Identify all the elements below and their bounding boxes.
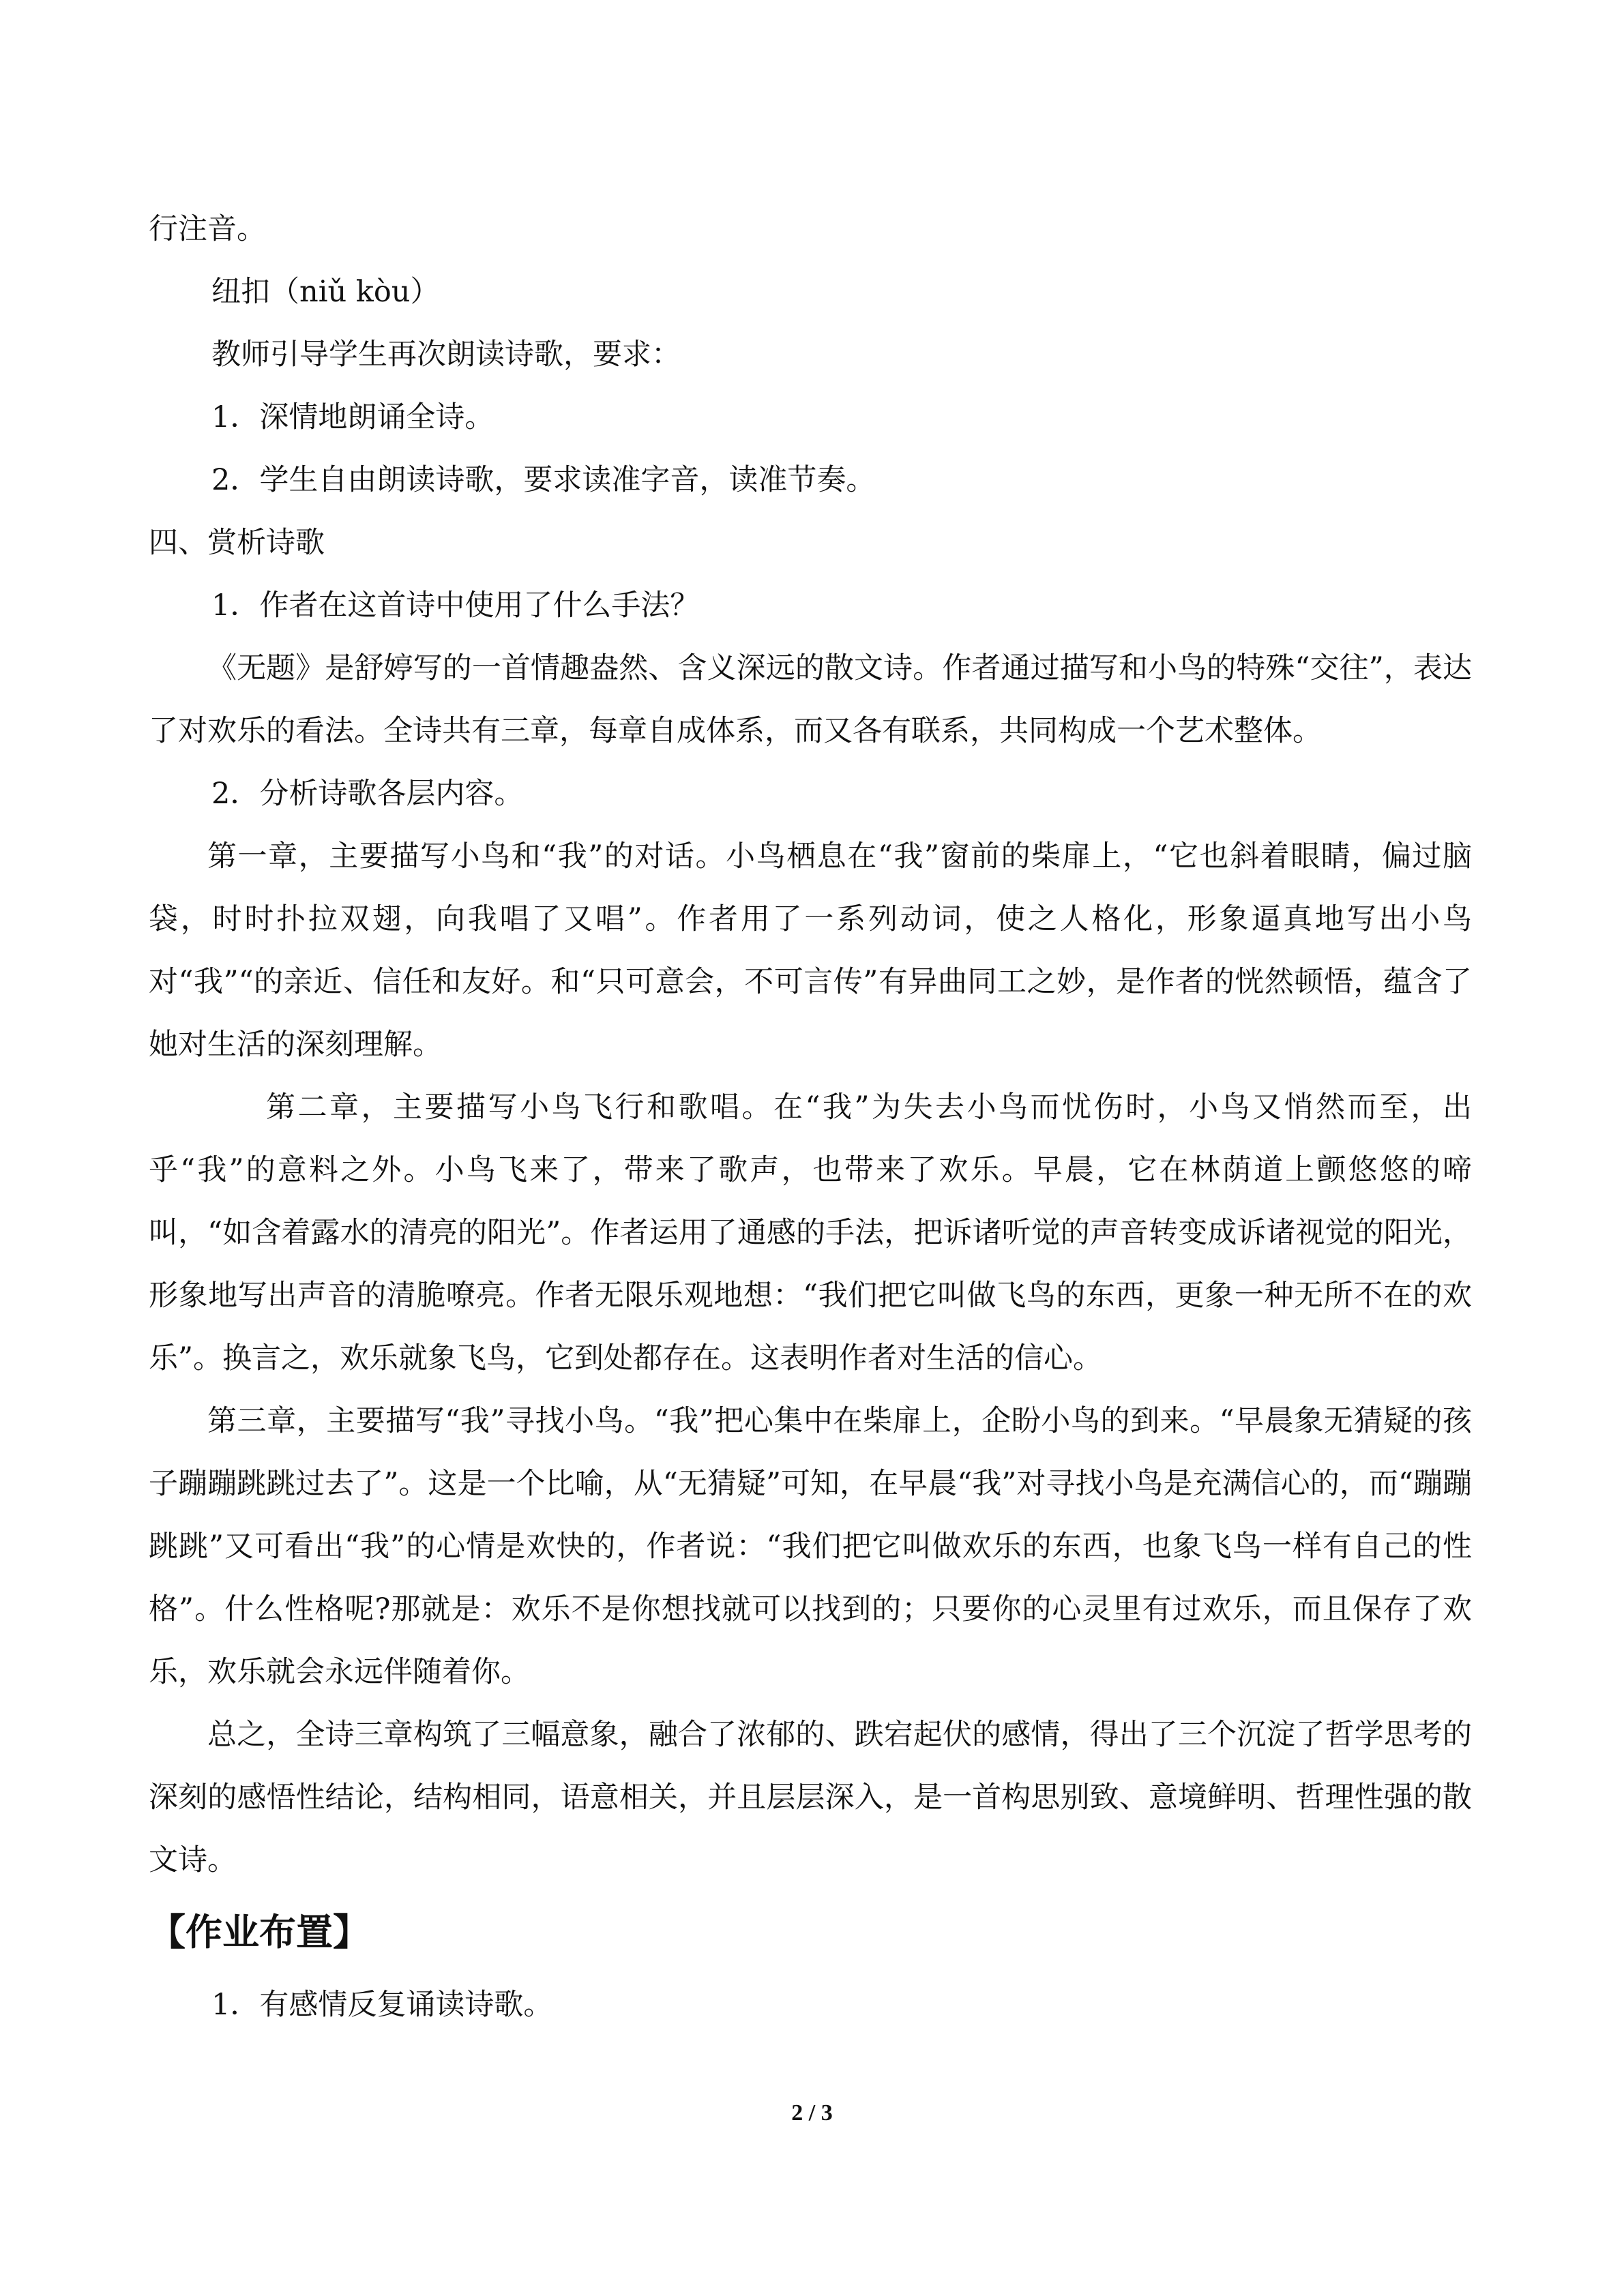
homework-item-1: 1．有感情反复诵读诗歌。	[211, 1988, 553, 2022]
paragraph-chapter-2: 第二章，主要描写小鸟飞行和歌唱。在“我”为失去小鸟而忧伤时，小鸟又悄然而至，出乎“我”的意料之外。小鸟飞来了，带来了歌声，也带来了欢乐。早晨，它在林荫道上颤悠悠的啼叫，“如含着露水的清亮的阳光”。作者运用了通感的手法，把诉诸听觉的声音转变成诉诸视觉的阳光，形象地写出声音的清脆嘹亮。作者无限乐观地想：“我们把它叫做飞鸟的东西，更象一种无所不在的欢乐”。换言之，欢乐就象飞鸟，它到处都存在。这表明作者对生活的信心。	[149, 1090, 1472, 1375]
question-2: 2．分析诗歌各层内容。	[211, 777, 524, 811]
text-line-continuation: 行注音。	[149, 212, 266, 246]
text-line-pinyin: 纽扣（niǔ kòu）	[211, 275, 440, 309]
paragraph-summary: 总之，全诗三章构筑了三幅意象，融合了浓郁的、跌宕起伏的感情，得出了三个沉淀了哲学思考的深刻的感悟性结论，结构相同，语意相关，并且层层深入，是一首构思别致、意境鲜明、哲理性强的散文诗。	[149, 1718, 1472, 1877]
paragraph-chapter-1: 第一章，主要描写小鸟和“我”的对话。小鸟栖息在“我”窗前的柴扉上，“它也斜着眼睛，偏过脑袋，时时扑拉双翅，向我唱了又唱”。作者用了一系列动词，使之人格化，形象逼真地写出小鸟对“我”“的亲近、信任和友好。和“只可意会，不可言传”有异曲同工之妙，是作者的恍然顿悟，蕴含了她对生活的深刻理解。	[149, 839, 1472, 1062]
page-body	[149, 198, 1472, 2036]
question-1: 1．作者在这首诗中使用了什么手法？	[211, 588, 700, 623]
section-heading-appreciate: 四、赏析诗歌	[149, 526, 325, 560]
page-number: 2 / 3	[791, 2100, 833, 2126]
homework-heading: 【作业布置】	[149, 1911, 370, 1954]
text-line-instruction: 教师引导学生再次朗读诗歌，要求：	[211, 338, 681, 372]
list-item-2: 2．学生自由朗读诗歌，要求读准字音，读准节奏。	[211, 463, 876, 497]
paragraph-chapter-3: 第三章，主要描写“我”寻找小鸟。“我”把心集中在柴扉上，企盼小鸟的到来。“早晨象无猜疑的孩子蹦蹦跳跳过去了”。这是一个比喻，从“无猜疑”可知，在早晨“我”对寻找小鸟是充满信心的，而“蹦蹦跳跳”又可看出“我”的心情是欢快的，作者说：“我们把它叫做欢乐的东西，也象飞鸟一样有自己的性格”。什么性格呢?那就是：欢乐不是你想找就可以找到的；只要你的心灵里有过欢乐，而且保存了欢乐，欢乐就会永远伴随着你。	[149, 1404, 1472, 1689]
list-item-1: 1．深情地朗诵全诗。	[211, 400, 494, 434]
paragraph-intro: 《无题》是舒婷写的一首情趣盎然、含义深远的散文诗。作者通过描写和小鸟的特殊“交往”，表达了对欢乐的看法。全诗共有三章，每章自成体系，而又各有联系，共同构成一个艺术整体。	[149, 651, 1472, 748]
